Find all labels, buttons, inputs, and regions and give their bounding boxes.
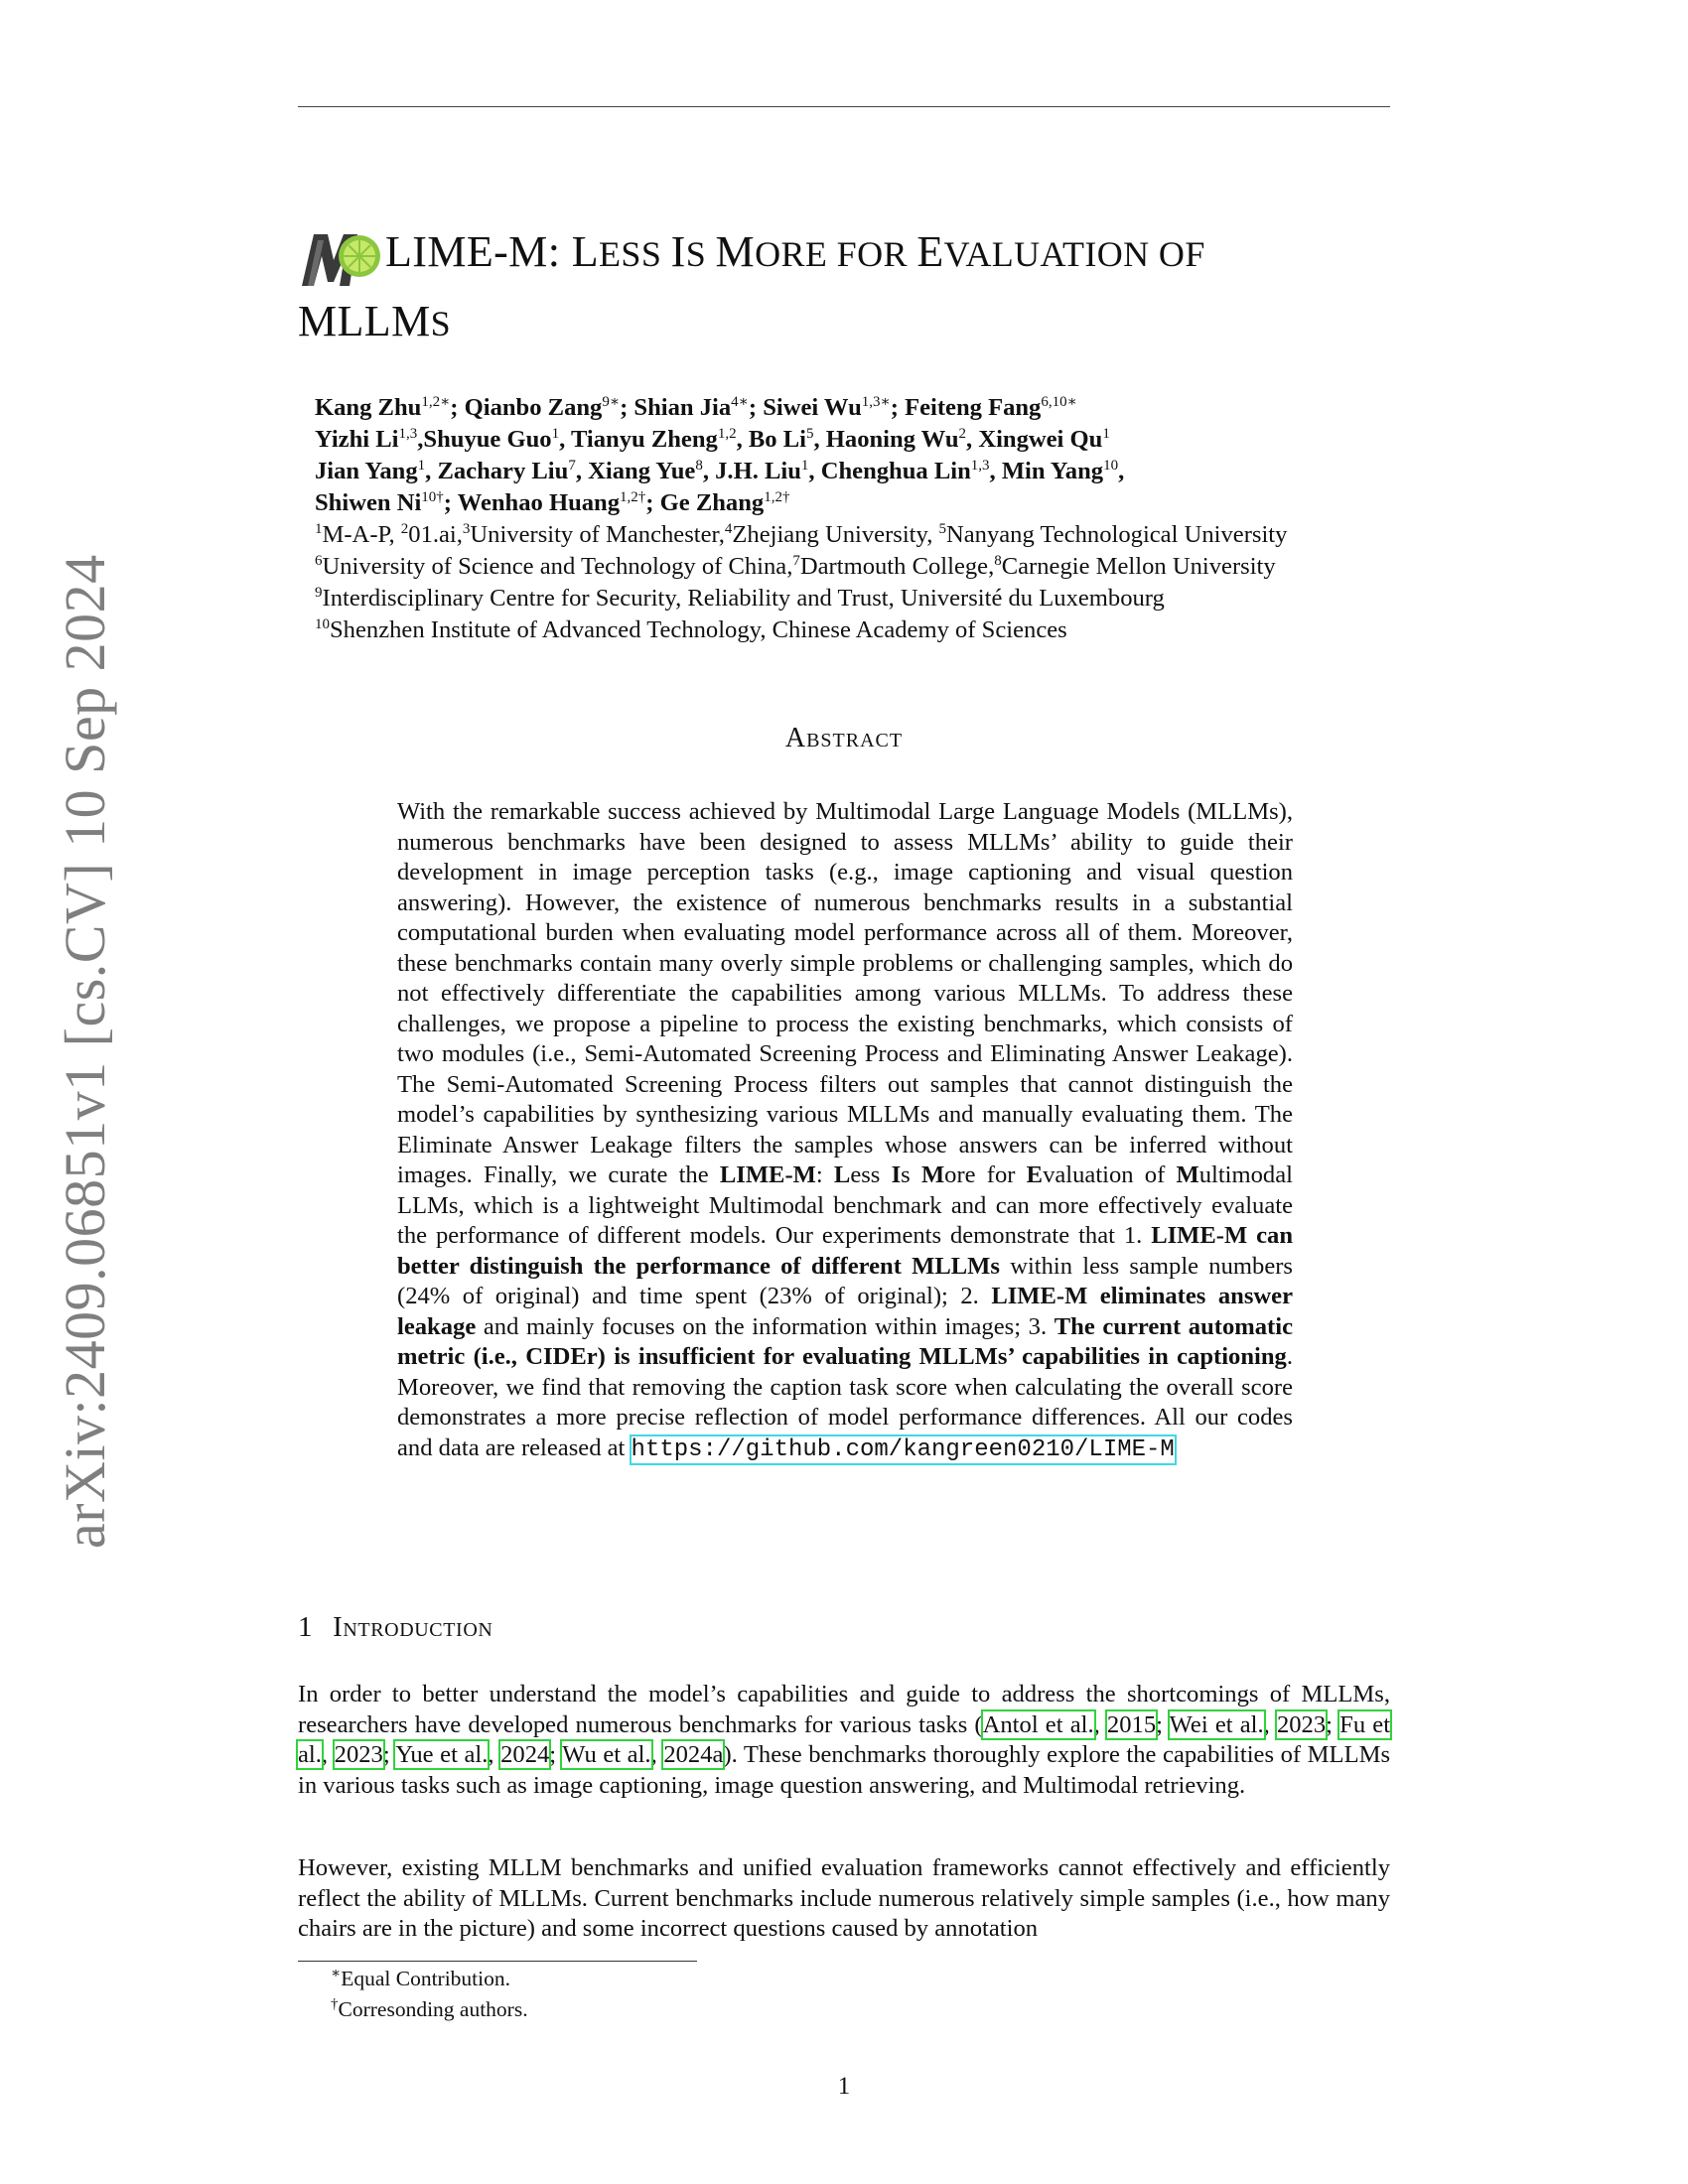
affiliation-line-1: $^1$M-A-P, $^2$01.ai,$^3$University of Manchester,$^4$Zhejiang University, $^5$Nanyang Technological University <box>315 520 1288 548</box>
author-block <box>315 392 1506 646</box>
arxiv-identifier: arXiv:2409.06851v1 [cs.CV] 10 Sep 2024 <box>53 554 117 1549</box>
citation-link[interactable]: 2024a <box>663 1741 724 1768</box>
author-line-1: Kang Zhu$^{1,2∗}$; Qianbo Zang$^{9∗}$; Shian Jia$^{4∗}$; Siwei $Wu^{1,3∗}$; Feiteng Fang$^{6,10∗}$ <box>315 393 1077 421</box>
author-line-2: Yizhi Li$^{1,3}$,Shuyue Guo$^1$, Tianyu Zheng$^{1,2}$, Bo Li$^5$, Haoning Wu$^2$, Xingwei Qu$^1$ <box>315 425 1110 453</box>
page-number: 1 <box>837 2073 851 2100</box>
abstract-body: With the remarkable success achieved by Multimodal Large Language Models (MLLMs), numerous benchmarks have been designed to assess MLLMs’ ability to guide their development in image perception tasks (e.g., image captioning and visual question answering). However, the existence of numerous benchmarks results in a substantial computational burden when evaluating model performance across all of them. Moreover, these benchmarks contain many overly simple problems or challenging samples, which do not effectively differentiate the capabilities among various MLLMs. To address these challenges, we propose a pipeline to process the existing benchmarks, which consists of two modules (i.e., Semi-Automated Screening Process and Eliminating Answer Leakage). The Semi-Automated Screening Process filters out samples that cannot distinguish the model’s capabilities by synthesizing various MLLMs and manually evaluating them. The Eliminate Answer Leakage filters the samples whose answers can be inferred without images. Finally, we curate the LIME-M: Less Is More for Evaluation of Multimodal LLMs, which is a lightweight Multimodal benchmark and can more effectively evaluate the performance of different models. Our experiments demonstrate that 1. LIME-M can better distinguish the performance of different MLLMs within less sample numbers (24% of original) and time spent (23% of original); 2. LIME-M eliminates answer leakage and mainly focuses on the information within images; 3. The current automatic metric (i.e., CIDEr) is insufficient for evaluating MLLMs’ capabilities in captioning. Moreover, we find that removing the caption task score when calculating the overall score demonstrates a more precise reflection of model performance differences. All our codes and data are released at https://github.com/kangreen0210/LIME-M <box>397 798 1293 1463</box>
top-rule <box>298 106 1390 107</box>
section-heading-introduction <box>298 1611 492 1644</box>
paper-title <box>298 218 1400 357</box>
intro-paragraph-1: In order to better understand the model’s capabilities and guide to address the shortcomings of MLLMs, researchers have developed numerous benchmarks for various tasks (Antol et al., 2015; Wei et al., 2023; Fu et al., 2023; Yue et al., 2024; Wu et al., 2024a). These benchmarks thoroughly explore the capabilities of MLLMs in various tasks such as image captioning, image question answering, and Multimodal retrieving. <box>298 1681 1391 1799</box>
citation-link[interactable]: Yue et al. <box>395 1741 489 1768</box>
citation-link[interactable]: 2023 <box>1276 1710 1327 1738</box>
affiliation-line-3: $^9$Interdisciplinary Centre for Security, Reliability and Trust, Université du Luxembourg <box>315 584 1165 612</box>
affiliation-line-2: $^6$University of Science and Technology of China,$^7$Dartmouth College,$^8$Carnegie Mellon University <box>315 552 1276 580</box>
citation-link[interactable]: 2015 <box>1106 1710 1157 1738</box>
footnote-equal-contribution: ∗Equal Contribution. <box>331 1965 510 1990</box>
citation-link[interactable]: Wu et al. <box>562 1741 651 1768</box>
affiliation-line-4: $^{10}$Shenzhen Institute of Advanced Technology, Chinese Academy of Sciences <box>315 615 1067 643</box>
citation-link[interactable]: Wei et al. <box>1169 1710 1264 1738</box>
section-title: Introduction <box>333 1611 493 1643</box>
footnote-rule <box>298 1961 697 1962</box>
footnotes <box>331 1964 528 2025</box>
citation-link[interactable]: Antol et al. <box>982 1710 1094 1738</box>
title-line-2: MLLMS <box>298 297 452 345</box>
github-link[interactable]: https://github.com/kangreen0210/LIME-M <box>631 1435 1175 1463</box>
author-line-4: Shiwen $Ni^{10\dagger}$; Wenhao Huang$^{1,2\dagger}$; Ge Zhang$^{1,2\dagger}$ <box>315 488 790 516</box>
citation-link[interactable]: 2024 <box>500 1741 550 1768</box>
citation-link[interactable]: 2023 <box>334 1741 383 1768</box>
abstract-heading: Abstract <box>784 723 904 753</box>
title-line-1: LIME-M: LESS IS MORE FOR EVALUATION OF <box>385 227 1205 276</box>
section-number: 1 <box>298 1611 314 1643</box>
intro-paragraph-2: However, existing MLLM benchmarks and unified evaluation frameworks cannot effectively and efficiently reflect the ability of MLLMs. Current benchmarks include numerous relatively simple samples (i.e., how many chairs are in the picture) and some incorrect questions caused by annotation <box>298 1854 1390 1942</box>
citation-link[interactable]: Fu et al. <box>298 1710 1391 1768</box>
author-line-3: Jian Yang$^1$, Zachary Liu$^7$, Xiang Yue$^8$, J.H. Liu$^1$, Chenghua Lin$^{1,3}$, Min Yang$^{10}$, <box>315 457 1125 484</box>
footnote-corresponding-authors: †Corresonding authors. <box>331 1995 528 2021</box>
